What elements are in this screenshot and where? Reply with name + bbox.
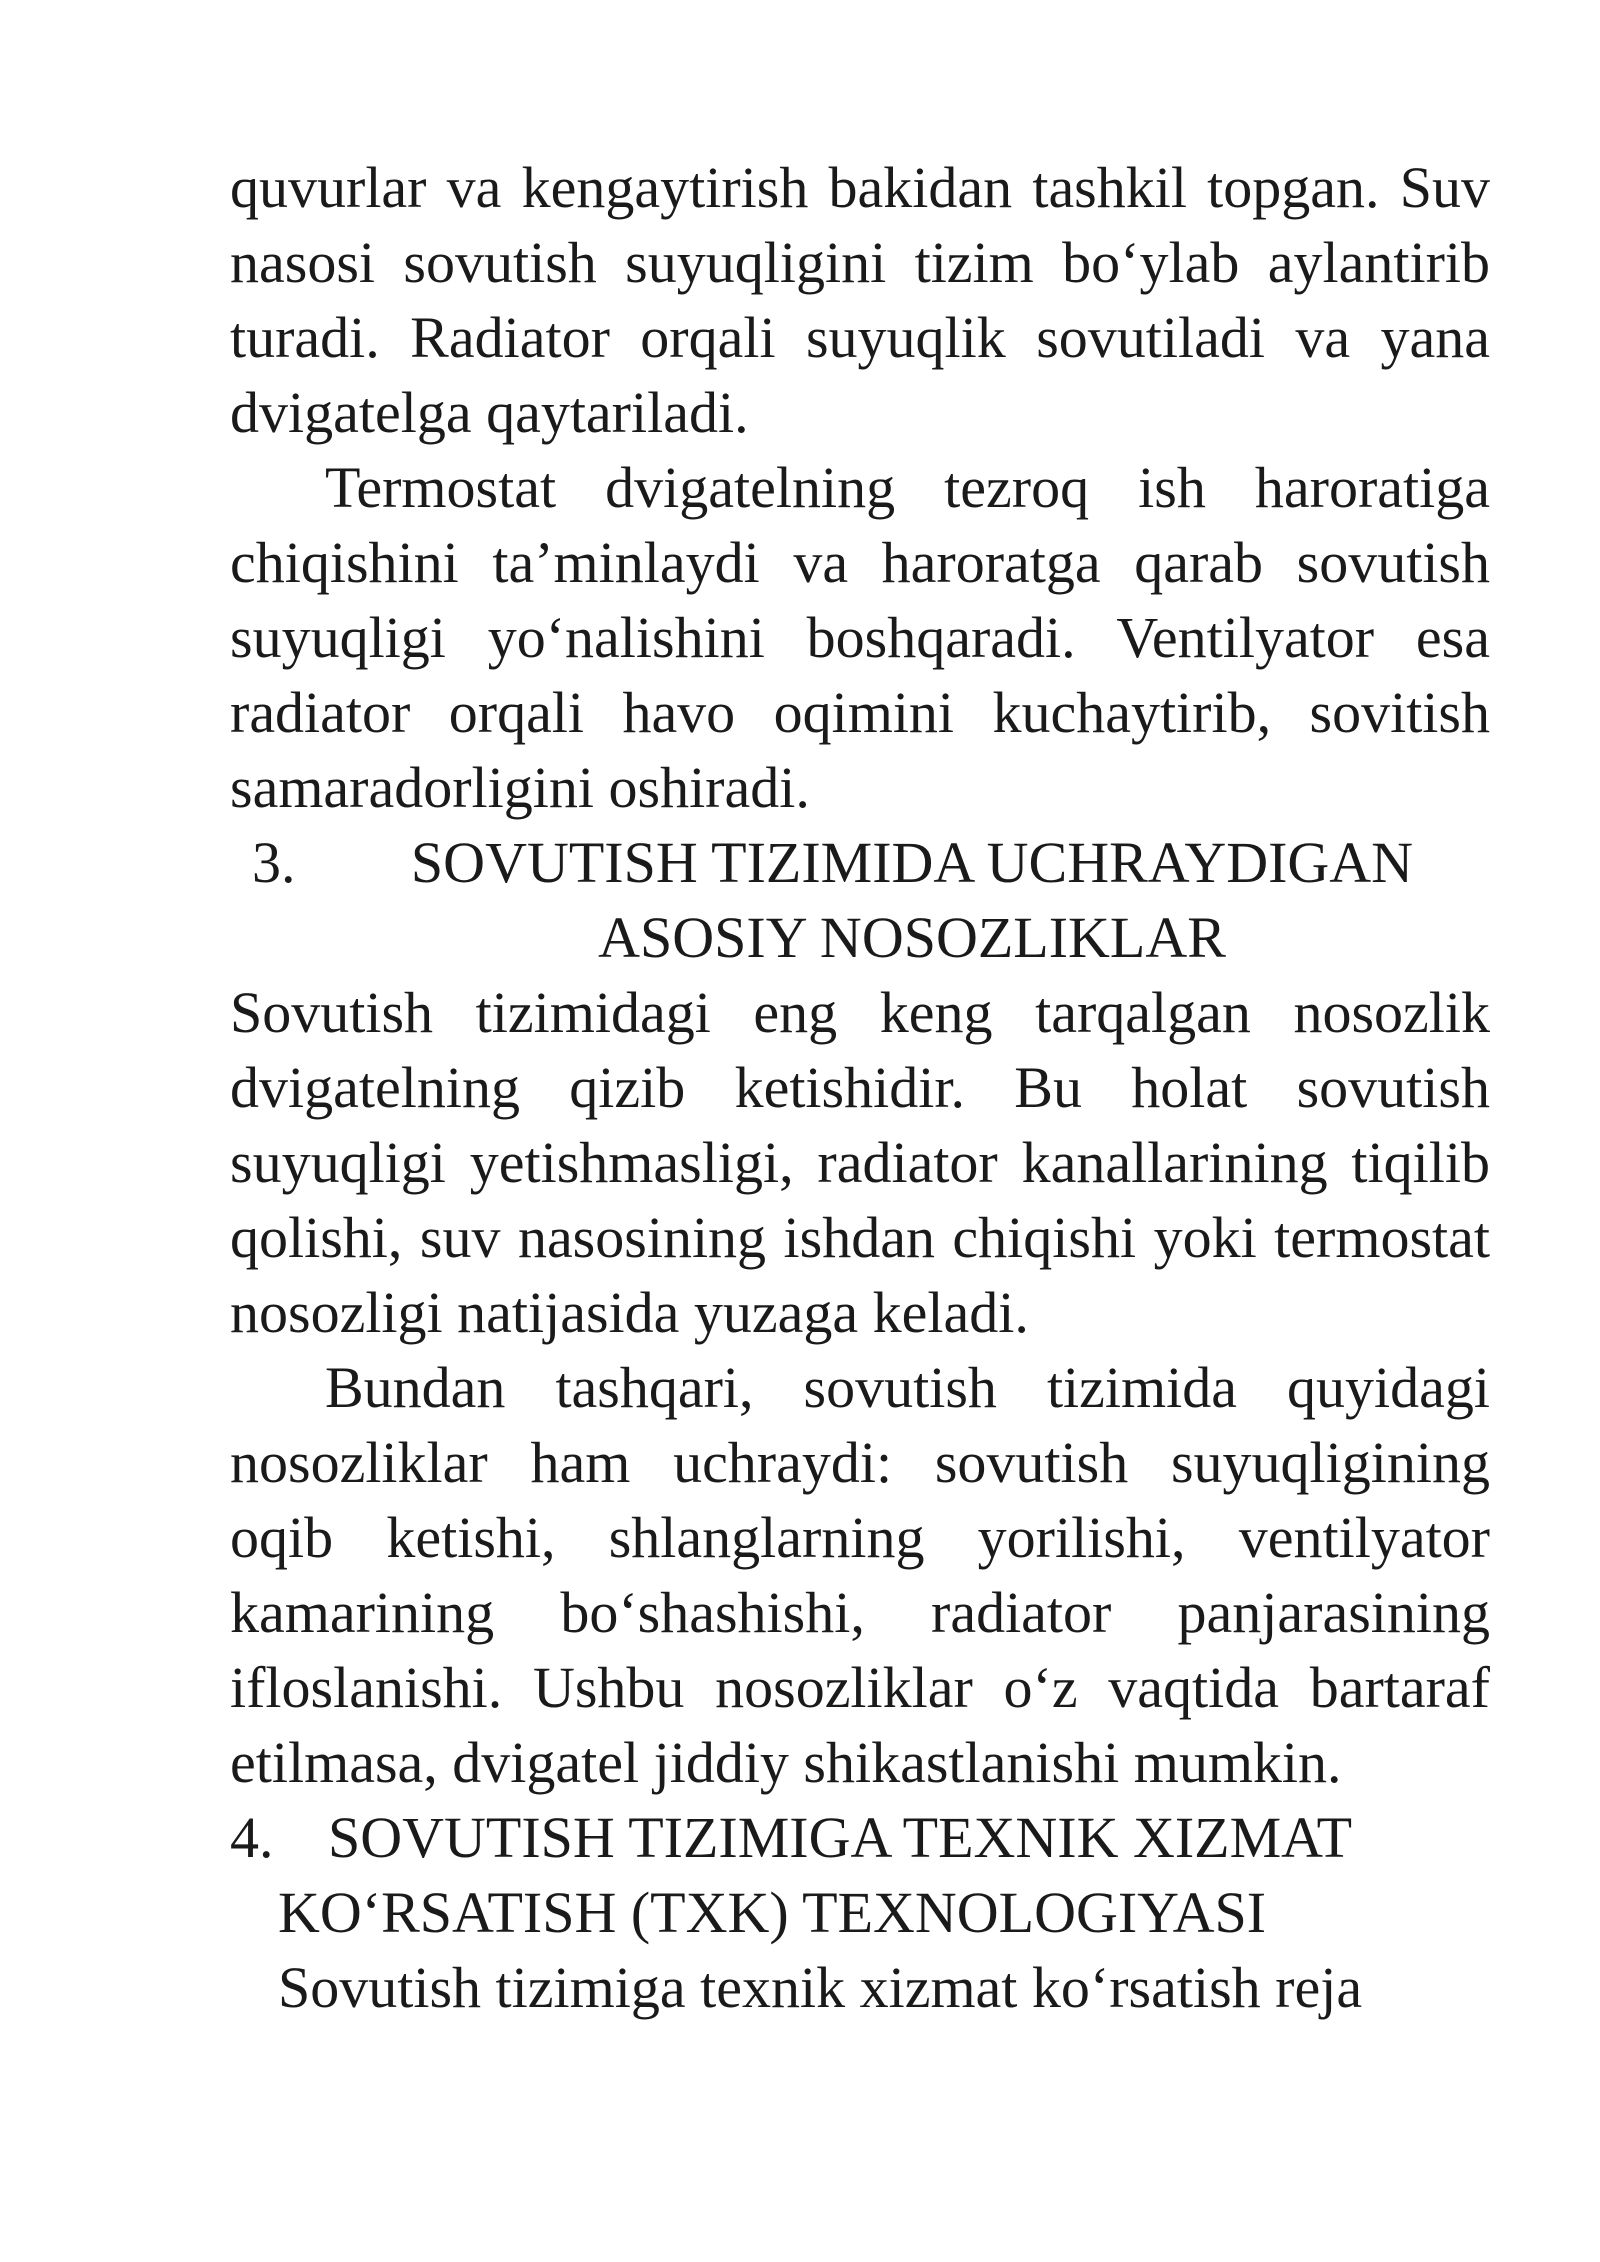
section-4-title-line-1: SOVUTISH TIZIMIGA TEXNIK XIZMAT	[328, 1805, 1353, 1870]
paragraph-thermostat: Termostat dvigatelning tezroq ish haroratiga chiqishini ta’minlaydi va haroratga qarab sovutish suyuqligi yo‘nalishini boshqaradi. Ventilyator esa radiator orqali havo oqimini kuchaytirib, sovitish samaradorligini oshiradi.	[230, 455, 1490, 820]
section-4-title	[278, 1800, 1490, 1950]
section-4-title-line-2: KO‘RSATISH (TXK) TEXNOLOGIYASI	[278, 1880, 1267, 1945]
section-4-heading	[230, 1800, 1490, 1950]
document-body	[230, 150, 1490, 2025]
paragraph-maintenance-intro: Sovutish tizimiga texnik xizmat ko‘rsatish reja	[278, 1955, 1363, 2020]
section-3-title: SOVUTISH TIZIMIDA UCHRAYDIGAN ASOSIY NOSOZLIKLAR	[410, 830, 1414, 970]
paragraph-overheating: Sovutish tizimidagi eng keng tarqalgan nosozlik dvigatelning qizib ketishidir. Bu holat sovutish suyuqligi yetishmasligi, radiator kanallarining tiqilib qolishi, suv nasosining ishdan chiqishi yoki termostat nosozligi natijasida yuzaga keladi.	[230, 980, 1490, 1345]
paragraph-cooling-components: quvurlar va kengaytirish bakidan tashkil topgan. Suv nasosi sovutish suyuqligini tizim bo‘ylab aylantirib turadi. Radiator orqali suyuqlik sovutiladi va yana dvigatelga qaytariladi.	[230, 155, 1490, 445]
section-3-number: 3.	[252, 830, 296, 895]
section-4-number: 4.	[230, 1805, 274, 1870]
paragraph-other-faults: Bundan tashqari, sovutish tizimida quyidagi nosozliklar ham uchraydi: sovutish suyuqligining oqib ketishi, shlanglarning yorilishi, ventilyator kamarining bo‘shashishi, radiator panjarasining ifloslanishi. Ushbu nosozliklar o‘z vaqtida bartaraf etilmasa, dvigatel jiddiy shikastlanishi mumkin.	[230, 1355, 1490, 1795]
section-3-heading	[230, 825, 1490, 975]
